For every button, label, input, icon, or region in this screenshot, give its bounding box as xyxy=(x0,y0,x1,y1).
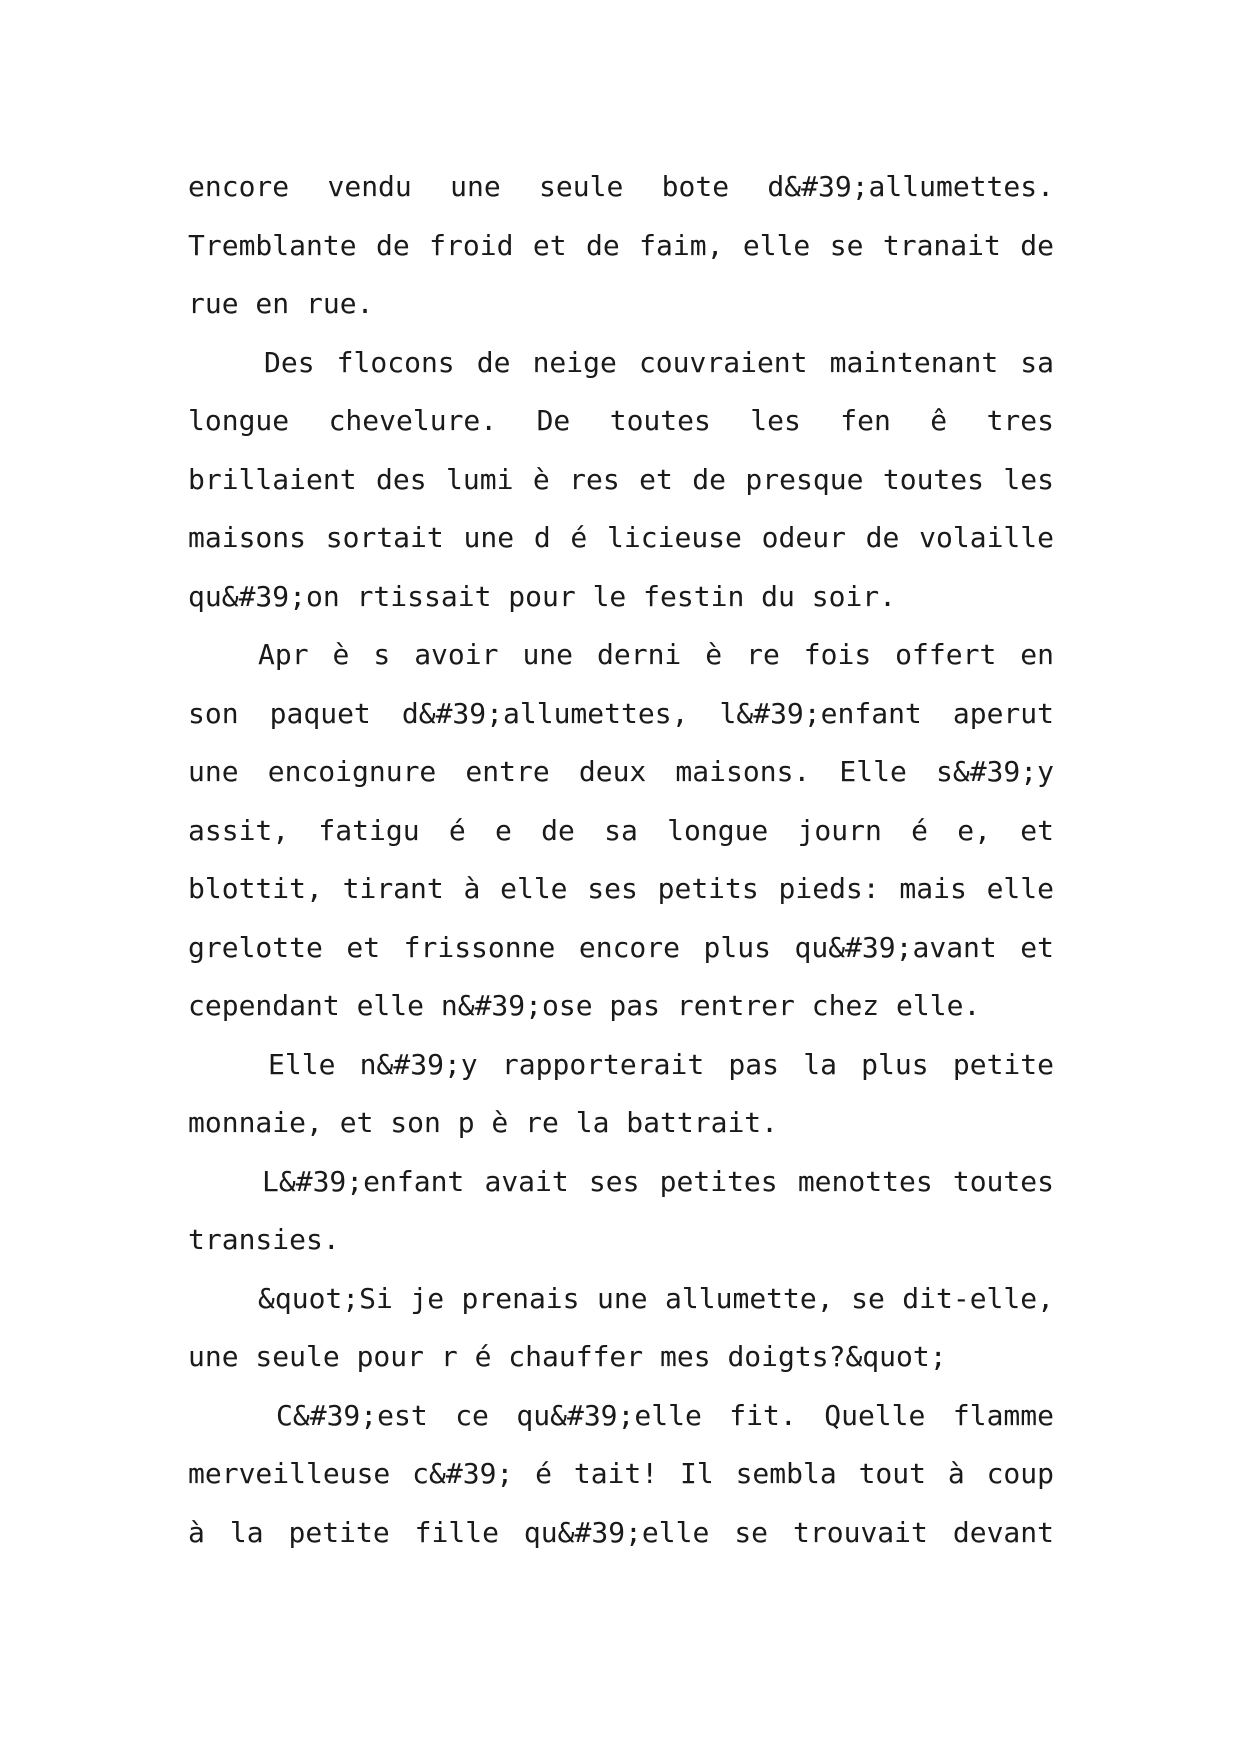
paragraph-first-line: &quot;Si je prenais une allumette, se dit-elle, xyxy=(258,1281,1054,1315)
text-line: longue chevelure. De toutes les fen ê tres xyxy=(188,404,1054,437)
text-line: monnaie, et son p è re la battrait. xyxy=(188,1106,779,1139)
text-line: grelotte et frissonne encore plus qu&#39;avant et xyxy=(188,930,1054,964)
text-line: son paquet d&#39;allumettes, l&#39;enfant aperut xyxy=(188,696,1054,730)
text-line: rue en rue. xyxy=(188,287,374,320)
text-line: transies. xyxy=(188,1223,340,1256)
text-line: une encoignure entre deux maisons. Elle s&#39;y xyxy=(188,755,1054,788)
text-line: brillaient des lumi è res et de presque toutes les xyxy=(188,462,1054,496)
text-line: cependant elle n&#39;ose pas rentrer chez elle. xyxy=(188,989,981,1022)
paragraph-first-line: L&#39;enfant avait ses petites menottes toutes xyxy=(262,1164,1054,1198)
paragraph-first-line: Des flocons de neige couvraient maintenant sa xyxy=(264,345,1054,379)
text-line: à la petite fille qu&#39;elle se trouvait devant xyxy=(188,1515,1054,1549)
text-line: qu&#39;on rtissait pour le festin du soir. xyxy=(188,579,897,613)
text-line: une seule pour r é chauffer mes doigts?&quot; xyxy=(188,1340,947,1373)
paragraph-first-line: Apr è s avoir une derni è re fois offert en xyxy=(258,638,1054,671)
paragraph-first-line: Elle n&#39;y rapporterait pas la plus petite xyxy=(268,1047,1054,1081)
paragraph-first-line: C&#39;est ce qu&#39;elle fit. Quelle flamme xyxy=(276,1398,1054,1432)
story-text xyxy=(188,158,1054,1562)
text-line: assit, fatigu é e de sa longue journ é e, et xyxy=(188,813,1054,847)
text-line: maisons sortait une d é licieuse odeur de volaille xyxy=(188,521,1054,554)
text-line: encore vendu une seule bote d&#39;allumettes. xyxy=(188,170,1054,203)
text-line: blottit, tirant à elle ses petits pieds: mais elle xyxy=(188,872,1054,905)
text-line: Tremblante de froid et de faim, elle se tranait de xyxy=(188,228,1054,262)
text-line: merveilleuse c&#39; é tait! Il sembla tout à coup xyxy=(188,1457,1054,1490)
